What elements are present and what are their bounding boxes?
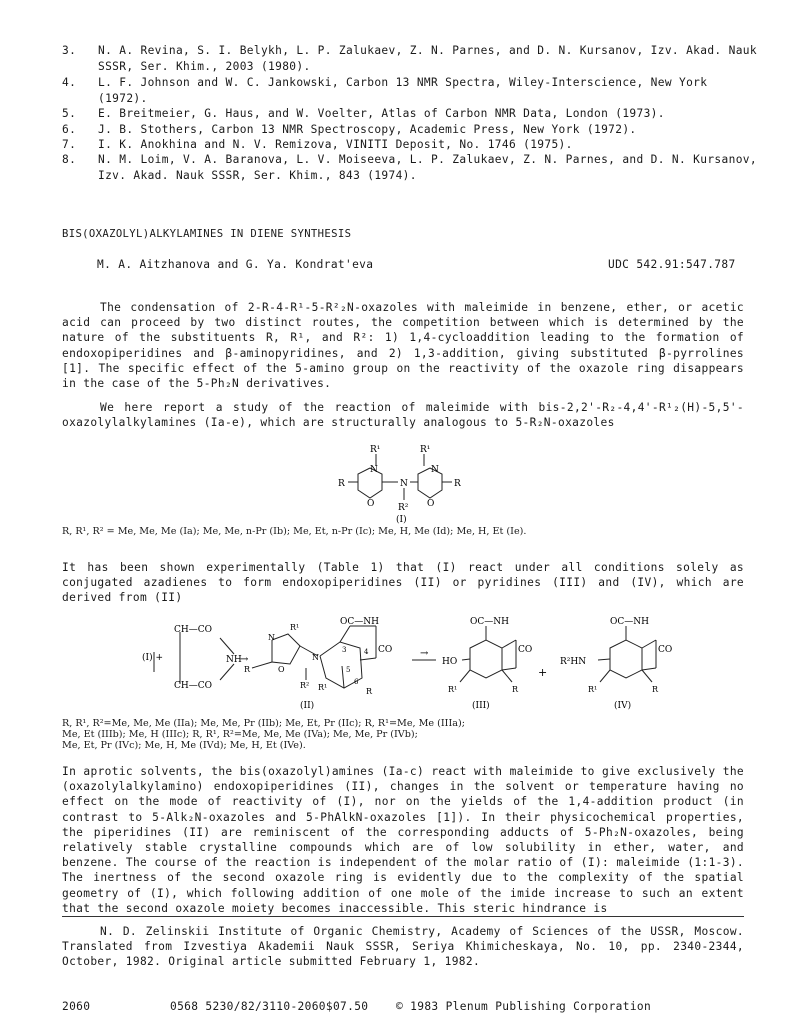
scheme-label-iv: (IV) [614,701,632,711]
structure-n-left: N [370,465,378,475]
scheme-n-ii: N [268,633,275,642]
reference-item [62,75,752,106]
caption-scheme-line-2: Me, Et (IIIb); Me, H (IIIc); R, R¹, R²=Me, Me, Me (IVa); Me, Me, Pr (IVb); [62,729,418,740]
scheme-oc-nh-iv: OC—NH [610,617,649,627]
structure-r-right: R [454,479,461,489]
scheme-co-iv: CO [658,645,673,655]
reference-text: N. M. Loim, V. A. Baranova, L. V. Moiseeva, L. P. Zalukaev, Z. N. Parnes, and D. N. Kursanov, Izv. Akad. Nauk SSSR, Ser. Khim., 843 (1974). [98,153,757,182]
reference-item [62,43,757,74]
scheme-arrow1: → [240,654,249,665]
reference-text: I. K. Anokhina and N. V. Remizova, VINITI Deposit, No. 1746 (1975). [98,138,573,151]
structure-diagram-i [330,444,490,524]
reference-number: 5. [62,107,77,120]
reference-number: 3. [62,44,77,57]
scheme-num6: 6 [354,678,359,686]
reference-item [62,122,752,138]
paragraph-aprotic: In aprotic solvents, the bis(oxazolyl)amines (Ia-c) react with maleimide to give exclusively the (oxazolylalkylamino) endoxopiperidines (II), changes in the solvent or temperature having no effect on the mode of reactivity of (I), nor on the yields of the 1,4-addition product (in contrast to 5-Alk₂N-oxazoles and 5-PhAlkN-oxazoles [1]). In their physicochemical properties, the piperidines (II) are reminiscent of the corresponding adducts of 5-Ph₂N-oxazoles, being relatively stable crystalline compounds which are of low solubility in ether, water, and benzene. The course of the reaction is independent of the molar ratio of (I): maleimide (1:1-3). The inertness of the second oxazole ring is evidently due to the complexity of the spatial geometry of (I), which following addition of one mole of the imide increase to such an extent that the second oxazole moiety becomes inaccessible. This steric hindrance is [62,765,744,915]
scheme-r-ii: R [244,665,251,674]
structure-o-left: O [367,499,375,509]
scheme-ch-co-bottom: CH—CO [174,681,212,691]
reference-item [62,106,752,122]
footnote-divider [62,916,744,917]
scheme-r1-iv: R¹ [588,685,598,694]
reference-number: 4. [62,76,77,89]
caption-compounds-i: R, R¹, R² = Me, Me, Me (Ia); Me, Me, n-Pr (Ib); Me, Et, n-Pr (Ic); Me, H, Me (Id); Me, H, Et (Ie). [62,526,527,537]
scheme-plus: + [538,666,548,679]
scheme-co-iii: CO [518,645,533,655]
reference-item [62,152,757,183]
paragraph-intro: The condensation of 2-R-4-R¹-5-R²₂N-oxazoles with maleimide in benzene, ether, or acetic acid can proceed by two distinct routes, the competition between which is determined by the nature of the substituents R, R¹, and R²: 1) 1,4-cycloaddition leading to the formation of endoxopiperidines and β-aminopyridines, and 2) 1,3-addition, giving substituted β-pyrrolines [1]. The specific effect of the 5-amino group on the reactivity of the oxazole ring disappears in the case of the 5-Ph₂N derivatives. [62,301,744,391]
reference-text: N. A. Revina, S. I. Belykh, L. P. Zalukaev, Z. N. Parnes, and D. N. Kursanov, Izv. Akad. Nauk SSSR, Ser. Khim., 2003 (1980). [98,44,757,73]
copyright-notice: © 1983 Plenum Publishing Corporation [396,1000,652,1013]
article-authors: M. A. Aitzhanova and G. Ya. Kondrat'eva [97,258,374,271]
reaction-scheme [140,612,700,712]
scheme-r-iii: R [512,685,519,694]
scheme-label-iii: (III) [472,701,490,711]
scheme-ho: HO [442,657,458,667]
reference-text: E. Breitmeier, G. Haus, and W. Voelter, Atlas of Carbon NMR Data, London (1973). [98,107,665,120]
scheme-nh: NH [226,655,242,665]
caption-scheme-line-3: Me, Et, Pr (IVc); Me, H, Me (IVd); Me, H, Et (IVe). [62,740,306,751]
reference-text: L. F. Johnson and W. C. Jankowski, Carbon 13 NMR Spectra, Wiley-Interscience, New York (1972). [98,76,708,105]
paragraph-experiment: It has been shown experimentally (Table 1) that (I) react under all conditions solely as conjugated azadienes to form endoxopiperidines (II) or pyridines (III) and (IV), which are derived from (II) [62,561,744,605]
affiliation-note: N. D. Zelinskii Institute of Organic Chemistry, Academy of Sciences of the USSR, Moscow. Translated from Izvestiya Akademii Nauk SSSR, Seriya Khimicheskaya, No. 10, pp. 2340-2344, October, 1982. Original article submitted February 1, 1982. [62,925,744,969]
reference-number: 8. [62,153,77,166]
structure-r1-right: R¹ [420,445,431,455]
scheme-r1-iii: R¹ [448,685,458,694]
scheme-num5: 5 [346,666,351,674]
article-code: 0568 5230/82/3110-2060$07.50 [170,1000,369,1013]
reference-text: J. B. Stothers, Carbon 13 NMR Spectroscopy, Academic Press, New York (1972). [98,123,637,136]
scheme-co-ii: CO [378,645,393,655]
structure-r-left: R [338,479,345,489]
structure-r2: R² [398,503,409,513]
caption-scheme-line-1: R, R¹, R²=Me, Me, Me (IIa); Me, Me, Pr (IIb); Me, Et, Pr (IIc); R, R¹=Me, Me (IIIa); [62,718,465,729]
structure-r1-left: R¹ [370,445,381,455]
scheme-oc-nh-iii: OC—NH [470,617,509,627]
scheme-num4: 4 [364,648,369,656]
scheme-r-ii-bottom: R [366,687,373,696]
scheme-reactant-label: (I) + [142,653,163,663]
structure-o-right: O [427,499,435,509]
reference-item [62,137,752,153]
structure-n-center: N [400,479,408,489]
structure-label-i: (I) [396,515,407,524]
scheme-r-iv: R [652,685,659,694]
scheme-arrow2: → [420,648,429,659]
scheme-oc-nh-ii: OC—NH [340,617,379,627]
structure-n-right: N [431,465,439,475]
reference-number: 7. [62,138,77,151]
scheme-r2-ii: R² [300,681,310,690]
scheme-o-ii: O [278,665,285,674]
page-number: 2060 [62,1000,91,1013]
scheme-n-link: N [312,653,319,662]
scheme-r1-ii-bottom: R¹ [318,683,328,692]
scheme-ch-co-top: CH—CO [174,625,212,635]
udc-code: UDC 542.91:547.787 [608,258,736,271]
scheme-r1-ii: R¹ [290,623,300,632]
reference-number: 6. [62,123,77,136]
scheme-label-ii: (II) [300,701,315,711]
paragraph-study: We here report a study of the reaction of maleimide with bis-2,2'-R₂-4,4'-R¹₂(H)-5,5'-oxazolylalkylamines (Ia-e), which are structurally analogous to 5-R₂N-oxazoles [62,401,744,430]
article-title: BIS(OXAZOLYL)ALKYLAMINES IN DIENE SYNTHESIS [62,228,352,240]
scheme-num3: 3 [342,646,347,654]
scheme-r2hn: R²HN [560,657,587,667]
